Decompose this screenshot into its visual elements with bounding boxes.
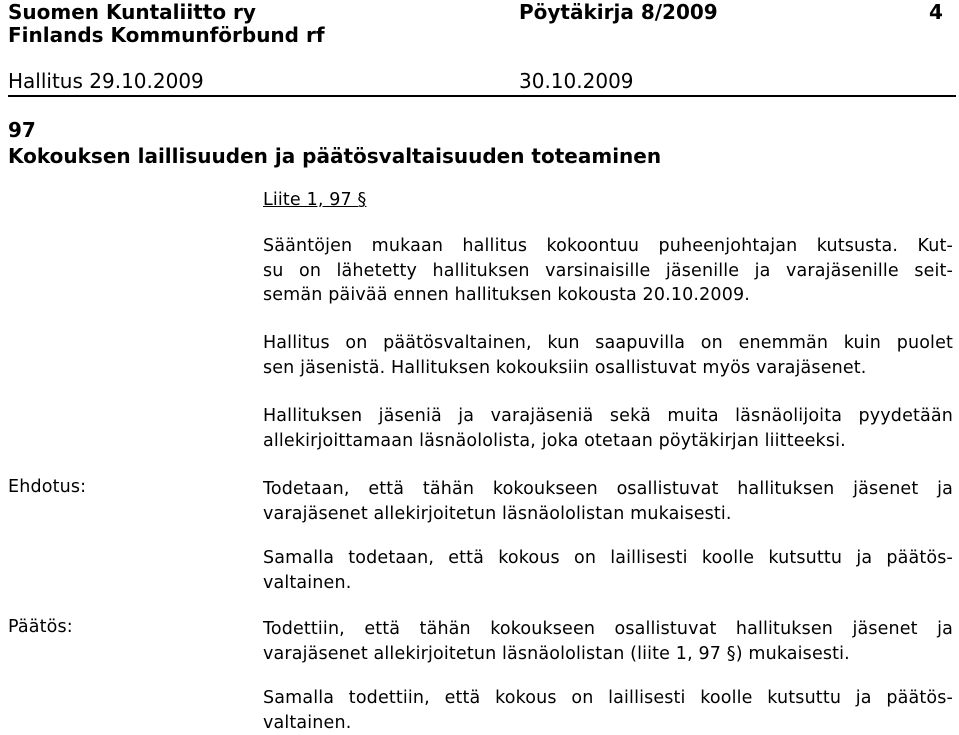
proposal-label: Ehdotus: <box>8 477 86 497</box>
paragraph-attendance <box>263 404 953 453</box>
org-name-sv: Finlands Kommunförbund rf <box>8 23 325 47</box>
text-line: Todetaan, että tähän kokoukseen osallistuvat hallituksen jäsenet ja <box>263 477 953 502</box>
decision-label: Päätös: <box>8 617 73 637</box>
section-title: Kokouksen laillisuuden ja päätösvaltaisuuden toteaminen <box>8 144 661 168</box>
attachment-link[interactable]: Liite 1, 97 § <box>263 190 366 210</box>
meeting-label: Hallitus 29.10.2009 <box>8 69 204 93</box>
document-title: Pöytäkirja 8/2009 <box>519 0 718 24</box>
text-line: varajäsenet allekirjoitetun läsnäololistan mukaisesti. <box>263 502 953 527</box>
decision-paragraph-2 <box>263 686 953 735</box>
text-line: valtainen. <box>263 571 953 596</box>
text-line: valtainen. <box>263 711 953 735</box>
paragraph-quorum <box>263 331 953 380</box>
text-line: Sääntöjen mukaan hallitus kokoontuu puheenjohtajan kutsusta. Kut- <box>263 234 953 259</box>
text-line: su on lähetetty hallituksen varsinaisille jäsenille ja varajäsenille seit- <box>263 259 953 284</box>
text-line: Hallitus on päätösvaltainen, kun saapuvilla on enemmän kuin puolet <box>263 331 953 356</box>
org-name-fi: Suomen Kuntaliitto ry <box>8 0 256 24</box>
proposal-paragraph-1 <box>263 477 953 526</box>
page-number: 4 <box>929 0 943 24</box>
text-line: Todettiin, että tähän kokoukseen osallistuvat hallituksen jäsenet ja <box>263 617 953 642</box>
text-line: semän päivää ennen hallituksen kokousta 20.10.2009. <box>263 283 953 308</box>
text-line: Hallituksen jäseniä ja varajäseniä sekä muita läsnäolijoita pyydetään <box>263 404 953 429</box>
section-number: 97 <box>8 118 36 142</box>
text-line: sen jäsenistä. Hallituksen kokouksiin osallistuvat myös varajäsenet. <box>263 356 953 381</box>
decision-paragraph-1 <box>263 617 953 666</box>
header-divider <box>8 95 956 97</box>
paragraph-meeting-call <box>263 234 953 308</box>
text-line: Samalla todettiin, että kokous on laillisesti koolle kutsuttu ja päätös- <box>263 686 953 711</box>
proposal-paragraph-2 <box>263 546 953 595</box>
meeting-date: 30.10.2009 <box>519 69 634 93</box>
text-line: allekirjoittamaan läsnäololista, joka otetaan pöytäkirjan liitteeksi. <box>263 429 953 454</box>
text-line: varajäsenet allekirjoitetun läsnäololistan (liite 1, 97 §) mukaisesti. <box>263 642 953 667</box>
text-line: Samalla todetaan, että kokous on laillisesti koolle kutsuttu ja päätös- <box>263 546 953 571</box>
